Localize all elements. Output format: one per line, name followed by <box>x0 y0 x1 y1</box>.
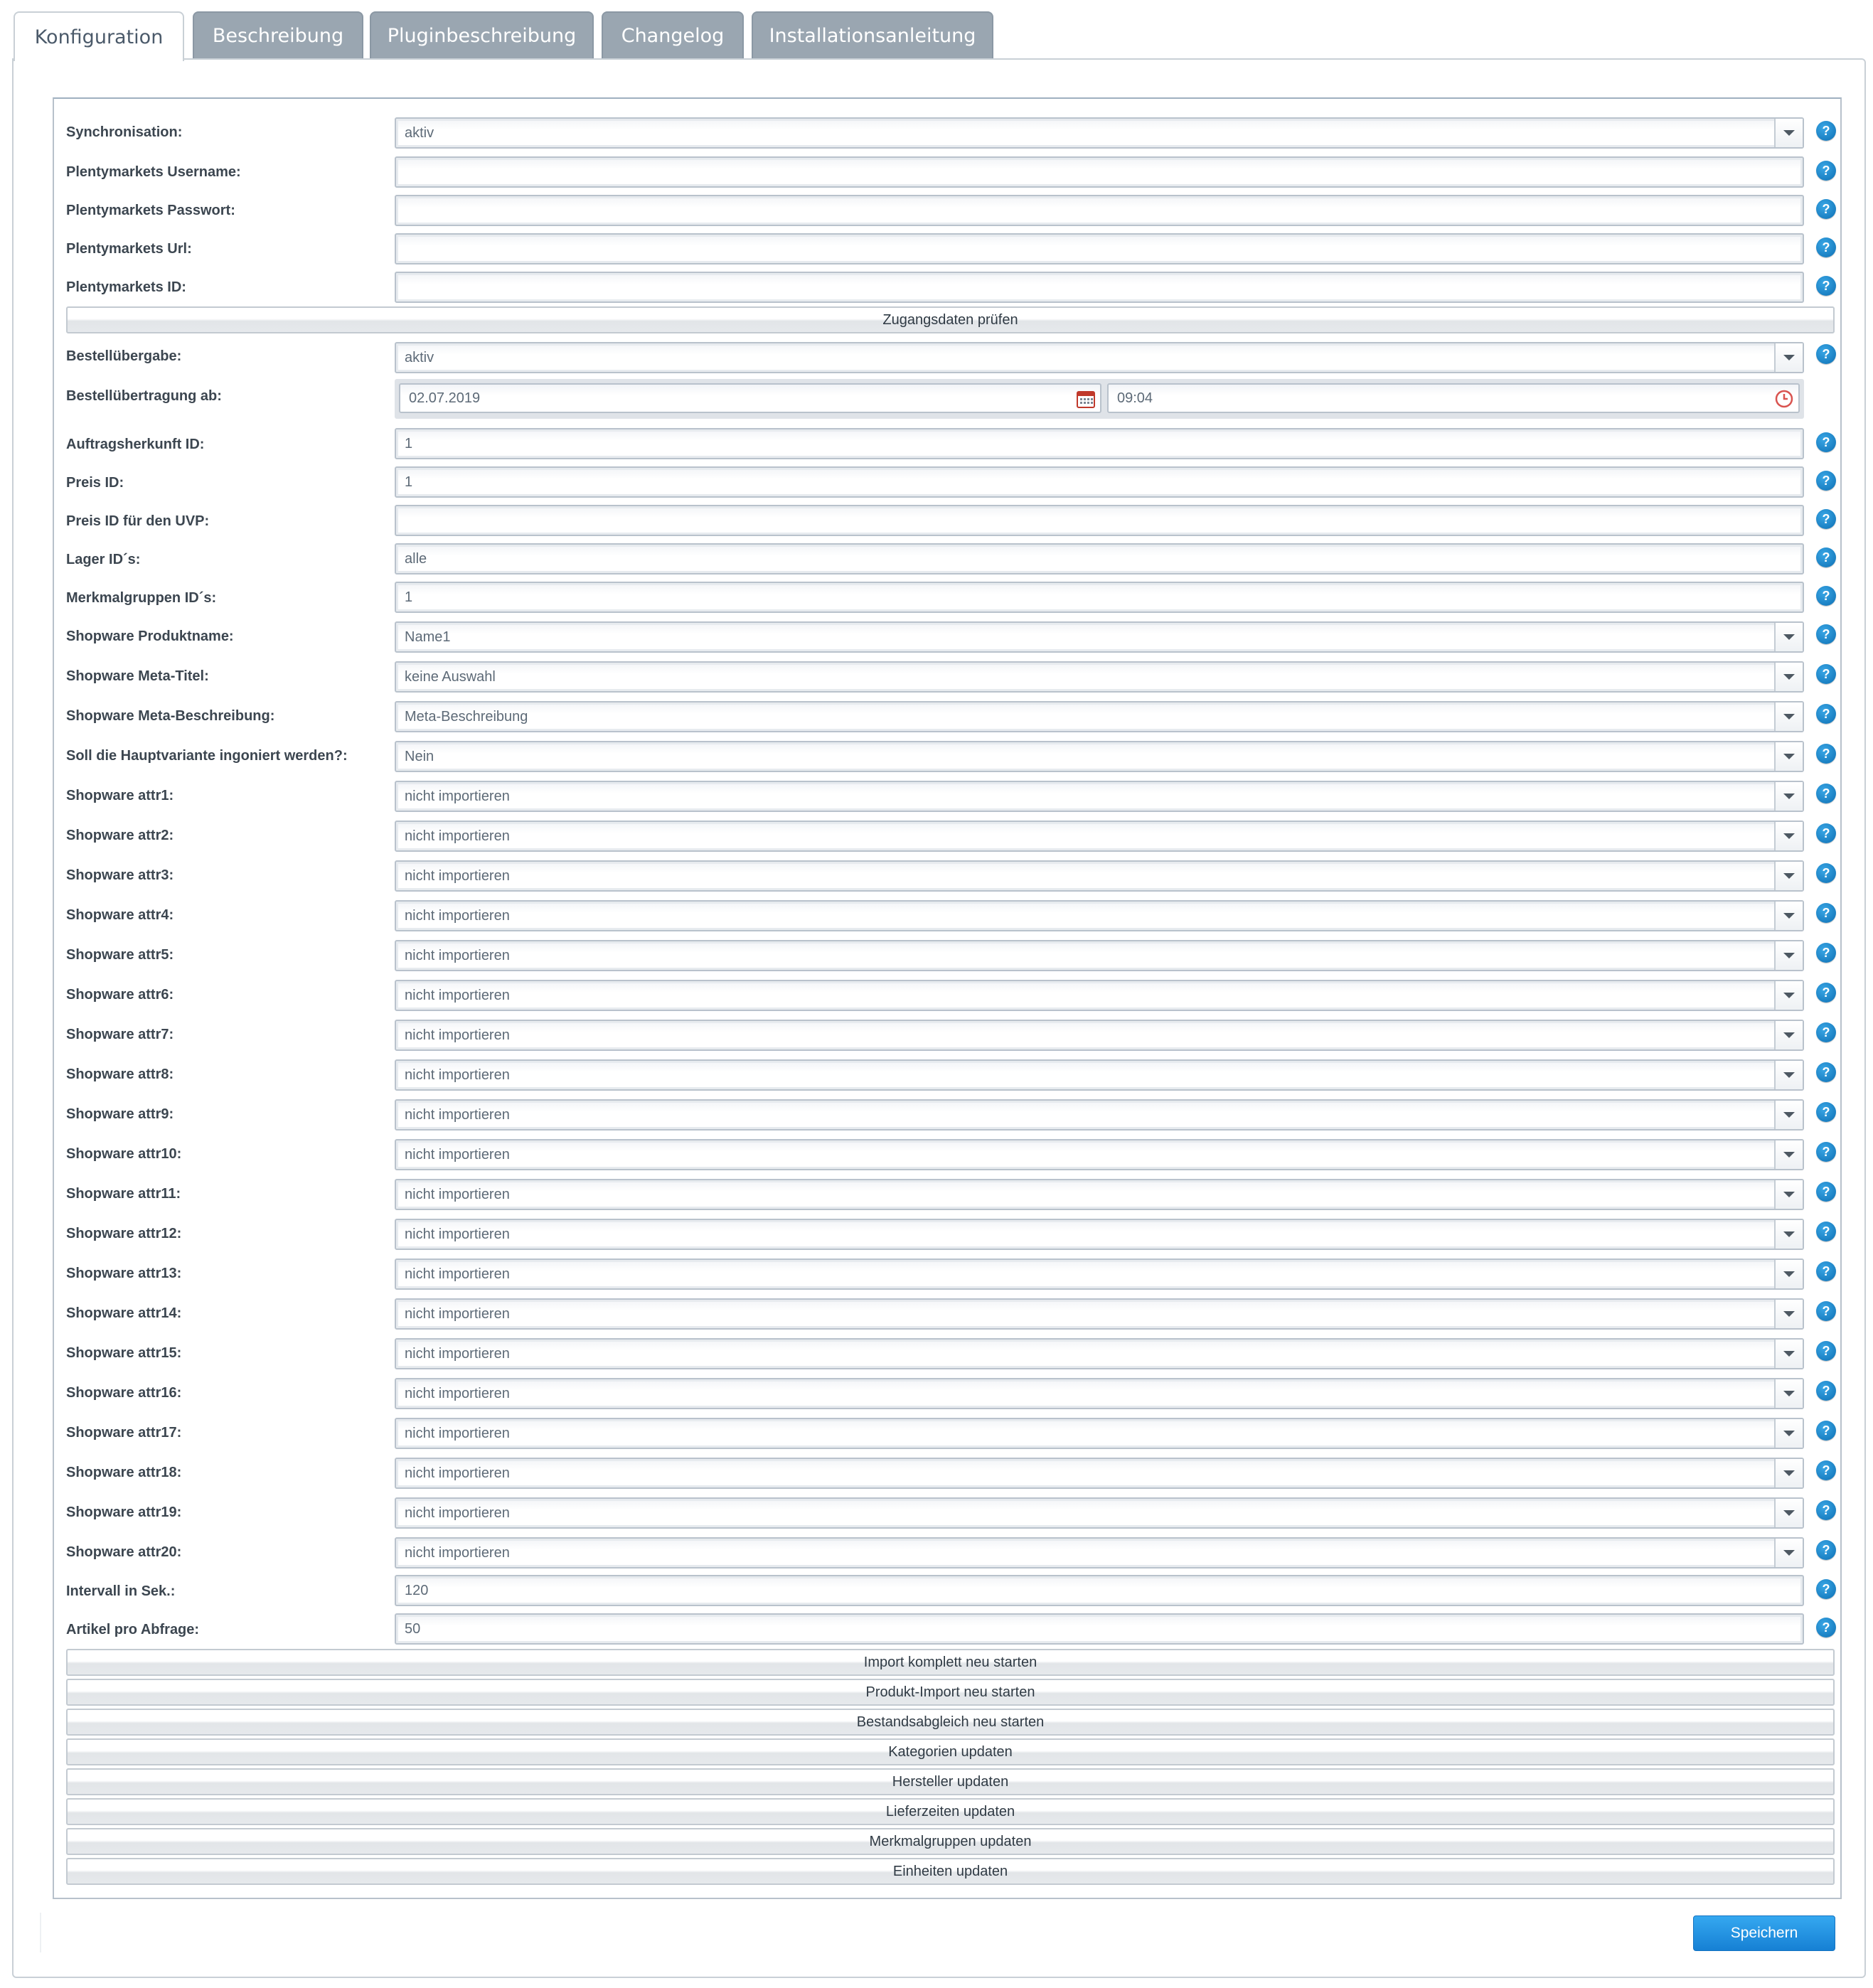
attr-11-value: nicht importieren <box>405 1186 510 1202</box>
calendar-icon[interactable] <box>1076 389 1096 409</box>
preis-id-field[interactable]: 1 <box>395 466 1804 498</box>
help-icon[interactable]: ? <box>1816 586 1836 606</box>
label-hauptvariante: Soll die Hauptvariante ingoniert werden?: <box>66 748 348 764</box>
label-merkmalgruppen-ids: Merkmalgruppen ID´s: <box>66 590 217 606</box>
help-icon[interactable]: ? <box>1816 903 1836 923</box>
footer-divider <box>40 1913 41 1952</box>
url-field[interactable] <box>395 233 1804 264</box>
chevron-down-icon[interactable] <box>1774 1379 1803 1408</box>
label-artikel: Artikel pro Abfrage: <box>66 1622 200 1637</box>
chevron-down-icon[interactable] <box>1774 1260 1803 1288</box>
attr-14-select[interactable] <box>395 1298 1804 1330</box>
attr-6-select[interactable] <box>395 980 1804 1011</box>
attr-18-value: nicht importieren <box>405 1465 510 1481</box>
label-meta-titel: Shopware Meta-Titel: <box>66 668 209 684</box>
attr-12-select[interactable] <box>395 1219 1804 1250</box>
merkmalgruppen-ids-field[interactable]: 1 <box>395 582 1804 613</box>
attr-15-value: nicht importieren <box>405 1345 510 1362</box>
label-username: Plentymarkets Username: <box>66 164 241 180</box>
label-attr-2: Shopware attr2: <box>66 828 174 843</box>
meta-beschreibung-select[interactable] <box>395 701 1804 732</box>
attr-9-value: nicht importieren <box>405 1106 510 1123</box>
update-property-groups-button[interactable]: Merkmalgruppen updaten <box>66 1828 1835 1855</box>
chevron-down-icon[interactable] <box>1774 1499 1803 1527</box>
attr-3-value: nicht importieren <box>405 867 510 884</box>
help-icon[interactable]: ? <box>1816 276 1836 296</box>
product-import-restart-button[interactable]: Produkt-Import neu starten <box>66 1679 1835 1706</box>
date-value: 02.07.2019 <box>409 390 481 406</box>
tab-installationsanleitung[interactable]: Installationsanleitung <box>752 11 993 58</box>
label-meta-beschreibung: Shopware Meta-Beschreibung: <box>66 708 275 724</box>
tab-konfiguration[interactable]: Konfiguration <box>14 11 184 61</box>
label-attr-14: Shopware attr14: <box>66 1305 182 1321</box>
check-credentials-button[interactable]: Zugangsdaten prüfen <box>66 306 1835 333</box>
chevron-down-icon[interactable] <box>1774 862 1803 890</box>
attr-7-value: nicht importieren <box>405 1027 510 1043</box>
intervall-field[interactable]: 120 <box>395 1575 1804 1606</box>
produktname-select[interactable] <box>395 621 1804 653</box>
chevron-down-icon[interactable] <box>1774 1300 1803 1328</box>
label-attr-18: Shopware attr18: <box>66 1465 182 1480</box>
help-icon[interactable]: ? <box>1816 1222 1836 1241</box>
update-categories-button[interactable]: Kategorien updaten <box>66 1738 1835 1765</box>
update-delivery-times-button[interactable]: Lieferzeiten updaten <box>66 1798 1835 1825</box>
attr-18-select[interactable] <box>395 1458 1804 1489</box>
attr-2-select[interactable] <box>395 821 1804 852</box>
label-attr-13: Shopware attr13: <box>66 1266 182 1281</box>
help-icon[interactable]: ? <box>1816 624 1836 644</box>
attr-17-select[interactable] <box>395 1418 1804 1449</box>
datetime-row <box>395 379 1804 419</box>
help-icon[interactable]: ? <box>1816 1062 1836 1082</box>
label-attr-19: Shopware attr19: <box>66 1505 182 1520</box>
artikel-field[interactable]: 50 <box>395 1613 1804 1645</box>
attr-13-value: nicht importieren <box>405 1266 510 1282</box>
attr-1-value: nicht importieren <box>405 788 510 804</box>
clock-icon[interactable] <box>1774 389 1794 409</box>
bestelluebergabe-value: aktiv <box>405 349 434 365</box>
attr-12-value: nicht importieren <box>405 1226 510 1242</box>
chevron-down-icon[interactable] <box>1774 1419 1803 1448</box>
label-attr-15: Shopware attr15: <box>66 1345 182 1361</box>
meta-titel-select[interactable] <box>395 661 1804 693</box>
chevron-down-icon[interactable] <box>1774 1539 1803 1567</box>
update-units-button[interactable]: Einheiten updaten <box>66 1858 1835 1885</box>
chevron-down-icon[interactable] <box>1774 119 1803 147</box>
help-icon[interactable]: ? <box>1816 784 1836 803</box>
help-icon[interactable]: ? <box>1816 1618 1836 1637</box>
attr-8-value: nicht importieren <box>405 1067 510 1083</box>
help-icon[interactable]: ? <box>1816 1261 1836 1281</box>
attr-15-select[interactable] <box>395 1338 1804 1369</box>
help-icon[interactable]: ? <box>1816 432 1836 452</box>
attr-5-value: nicht importieren <box>405 947 510 963</box>
tab-bar <box>0 0 1873 60</box>
password-field[interactable] <box>395 195 1804 226</box>
attr-7-select[interactable] <box>395 1020 1804 1051</box>
label-intervall: Intervall in Sek.: <box>66 1583 176 1599</box>
help-icon[interactable]: ? <box>1816 161 1836 181</box>
label-attr-16: Shopware attr16: <box>66 1385 182 1401</box>
chevron-down-icon[interactable] <box>1774 663 1803 691</box>
label-attr-1: Shopware attr1: <box>66 788 174 803</box>
attr-4-select[interactable] <box>395 900 1804 931</box>
attr-14-value: nicht importieren <box>405 1305 510 1322</box>
help-icon[interactable]: ? <box>1816 664 1836 684</box>
label-attr-6: Shopware attr6: <box>66 987 174 1003</box>
attr-10-value: nicht importieren <box>405 1146 510 1163</box>
save-button[interactable]: Speichern <box>1693 1915 1835 1951</box>
username-field[interactable] <box>395 156 1804 188</box>
attr-16-select[interactable] <box>395 1378 1804 1409</box>
help-icon[interactable]: ? <box>1816 823 1836 843</box>
attr-9-select[interactable] <box>395 1099 1804 1131</box>
auftragsherkunft-field[interactable]: 1 <box>395 428 1804 459</box>
chevron-down-icon[interactable] <box>1774 822 1803 850</box>
help-icon[interactable]: ? <box>1816 1500 1836 1520</box>
chevron-down-icon[interactable] <box>1774 782 1803 811</box>
help-icon[interactable]: ? <box>1816 704 1836 724</box>
chevron-down-icon[interactable] <box>1774 1180 1803 1209</box>
label-bestelluebertragung: Bestellübertragung ab: <box>66 388 222 404</box>
chevron-down-icon[interactable] <box>1774 343 1803 372</box>
attr-11-select[interactable] <box>395 1179 1804 1210</box>
help-icon[interactable]: ? <box>1816 1381 1836 1401</box>
label-passwort: Plentymarkets Passwort: <box>66 203 235 218</box>
help-icon[interactable]: ? <box>1816 1341 1836 1361</box>
attr-20-value: nicht importieren <box>405 1544 510 1561</box>
label-attr-12: Shopware attr12: <box>66 1226 182 1241</box>
help-icon[interactable]: ? <box>1816 1301 1836 1321</box>
help-icon[interactable]: ? <box>1816 1579 1836 1599</box>
help-icon[interactable]: ? <box>1816 863 1836 883</box>
label-attr-10: Shopware attr10: <box>66 1146 182 1162</box>
chevron-down-icon[interactable] <box>1774 1061 1803 1089</box>
help-icon[interactable]: ? <box>1816 547 1836 567</box>
chevron-down-icon[interactable] <box>1774 981 1803 1010</box>
chevron-down-icon[interactable] <box>1774 1340 1803 1368</box>
help-icon[interactable]: ? <box>1816 1540 1836 1560</box>
time-value: 09:04 <box>1117 390 1153 406</box>
attr-20-select[interactable] <box>395 1537 1804 1569</box>
attr-8-select[interactable] <box>395 1059 1804 1091</box>
time-field[interactable] <box>1107 383 1800 413</box>
attr-5-select[interactable] <box>395 940 1804 971</box>
help-icon[interactable]: ? <box>1816 1460 1836 1480</box>
label-attr-7: Shopware attr7: <box>66 1027 174 1042</box>
meta-beschreibung-value: Meta-Beschreibung <box>405 708 528 725</box>
help-icon[interactable]: ? <box>1816 1421 1836 1441</box>
date-field[interactable] <box>399 383 1101 413</box>
attr-16-value: nicht importieren <box>405 1385 510 1401</box>
label-attr-5: Shopware attr5: <box>66 947 174 963</box>
tab-pluginbeschreibung[interactable]: Pluginbeschreibung <box>370 11 594 58</box>
hauptvariante-value: Nein <box>405 748 434 764</box>
label-attr-20: Shopware attr20: <box>66 1544 182 1560</box>
attr-4-value: nicht importieren <box>405 907 510 924</box>
help-icon[interactable]: ? <box>1816 1142 1836 1162</box>
chevron-down-icon[interactable] <box>1774 1101 1803 1129</box>
lager-ids-field[interactable]: alle <box>395 543 1804 575</box>
help-icon[interactable]: ? <box>1816 509 1836 529</box>
preis-uvp-field[interactable] <box>395 505 1804 536</box>
plenty-id-field[interactable] <box>395 272 1804 303</box>
produktname-value: Name1 <box>405 629 451 645</box>
attr-13-select[interactable] <box>395 1258 1804 1290</box>
chevron-down-icon[interactable] <box>1774 1459 1803 1487</box>
label-plenty-id: Plentymarkets ID: <box>66 279 186 295</box>
help-icon[interactable]: ? <box>1816 471 1836 491</box>
chevron-down-icon[interactable] <box>1774 702 1803 731</box>
bestelluebergabe-select[interactable] <box>395 342 1804 373</box>
stock-sync-restart-button[interactable]: Bestandsabgleich neu starten <box>66 1709 1835 1736</box>
help-icon[interactable]: ? <box>1816 1182 1836 1202</box>
label-synchronisation: Synchronisation: <box>66 124 183 140</box>
chevron-down-icon[interactable] <box>1774 941 1803 970</box>
hauptvariante-select[interactable] <box>395 741 1804 772</box>
help-icon[interactable]: ? <box>1816 344 1836 364</box>
label-attr-9: Shopware attr9: <box>66 1106 174 1122</box>
label-preis-id: Preis ID: <box>66 475 124 491</box>
help-icon[interactable]: ? <box>1816 744 1836 764</box>
chevron-down-icon[interactable] <box>1774 742 1803 771</box>
help-icon[interactable]: ? <box>1816 121 1836 141</box>
label-preis-uvp: Preis ID für den UVP: <box>66 513 210 529</box>
help-icon[interactable]: ? <box>1816 237 1836 257</box>
attr-19-value: nicht importieren <box>405 1505 510 1521</box>
label-attr-3: Shopware attr3: <box>66 867 174 883</box>
attr-3-select[interactable] <box>395 860 1804 892</box>
attr-10-select[interactable] <box>395 1139 1804 1170</box>
attr-6-value: nicht importieren <box>405 987 510 1003</box>
label-attr-8: Shopware attr8: <box>66 1067 174 1082</box>
tab-beschreibung[interactable]: Beschreibung <box>193 11 363 58</box>
label-attr-17: Shopware attr17: <box>66 1425 182 1441</box>
import-restart-button[interactable]: Import komplett neu starten <box>66 1649 1835 1676</box>
label-bestelluebergabe: Bestellübergabe: <box>66 348 182 364</box>
update-manufacturers-button[interactable]: Hersteller updaten <box>66 1768 1835 1795</box>
chevron-down-icon[interactable] <box>1774 1021 1803 1049</box>
chevron-down-icon[interactable] <box>1774 623 1803 651</box>
label-attr-11: Shopware attr11: <box>66 1186 181 1202</box>
chevron-down-icon[interactable] <box>1774 1140 1803 1169</box>
label-attr-4: Shopware attr4: <box>66 907 174 923</box>
label-auftragsherkunft: Auftragsherkunft ID: <box>66 437 205 452</box>
tab-changelog[interactable]: Changelog <box>602 11 744 58</box>
attr-17-value: nicht importieren <box>405 1425 510 1441</box>
attr-1-select[interactable] <box>395 781 1804 812</box>
synchronisation-select[interactable] <box>395 117 1804 149</box>
chevron-down-icon[interactable] <box>1774 902 1803 930</box>
help-icon[interactable]: ? <box>1816 1102 1836 1122</box>
help-icon[interactable]: ? <box>1816 943 1836 963</box>
chevron-down-icon[interactable] <box>1774 1220 1803 1249</box>
label-produktname: Shopware Produktname: <box>66 629 234 644</box>
help-icon[interactable]: ? <box>1816 1022 1836 1042</box>
help-icon[interactable]: ? <box>1816 199 1836 219</box>
attr-19-select[interactable] <box>395 1497 1804 1529</box>
synchronisation-value: aktiv <box>405 124 434 141</box>
label-url: Plentymarkets Url: <box>66 241 192 257</box>
attr-2-value: nicht importieren <box>405 828 510 844</box>
meta-titel-value: keine Auswahl <box>405 668 496 685</box>
help-icon[interactable]: ? <box>1816 983 1836 1003</box>
label-lager-ids: Lager ID´s: <box>66 552 141 567</box>
